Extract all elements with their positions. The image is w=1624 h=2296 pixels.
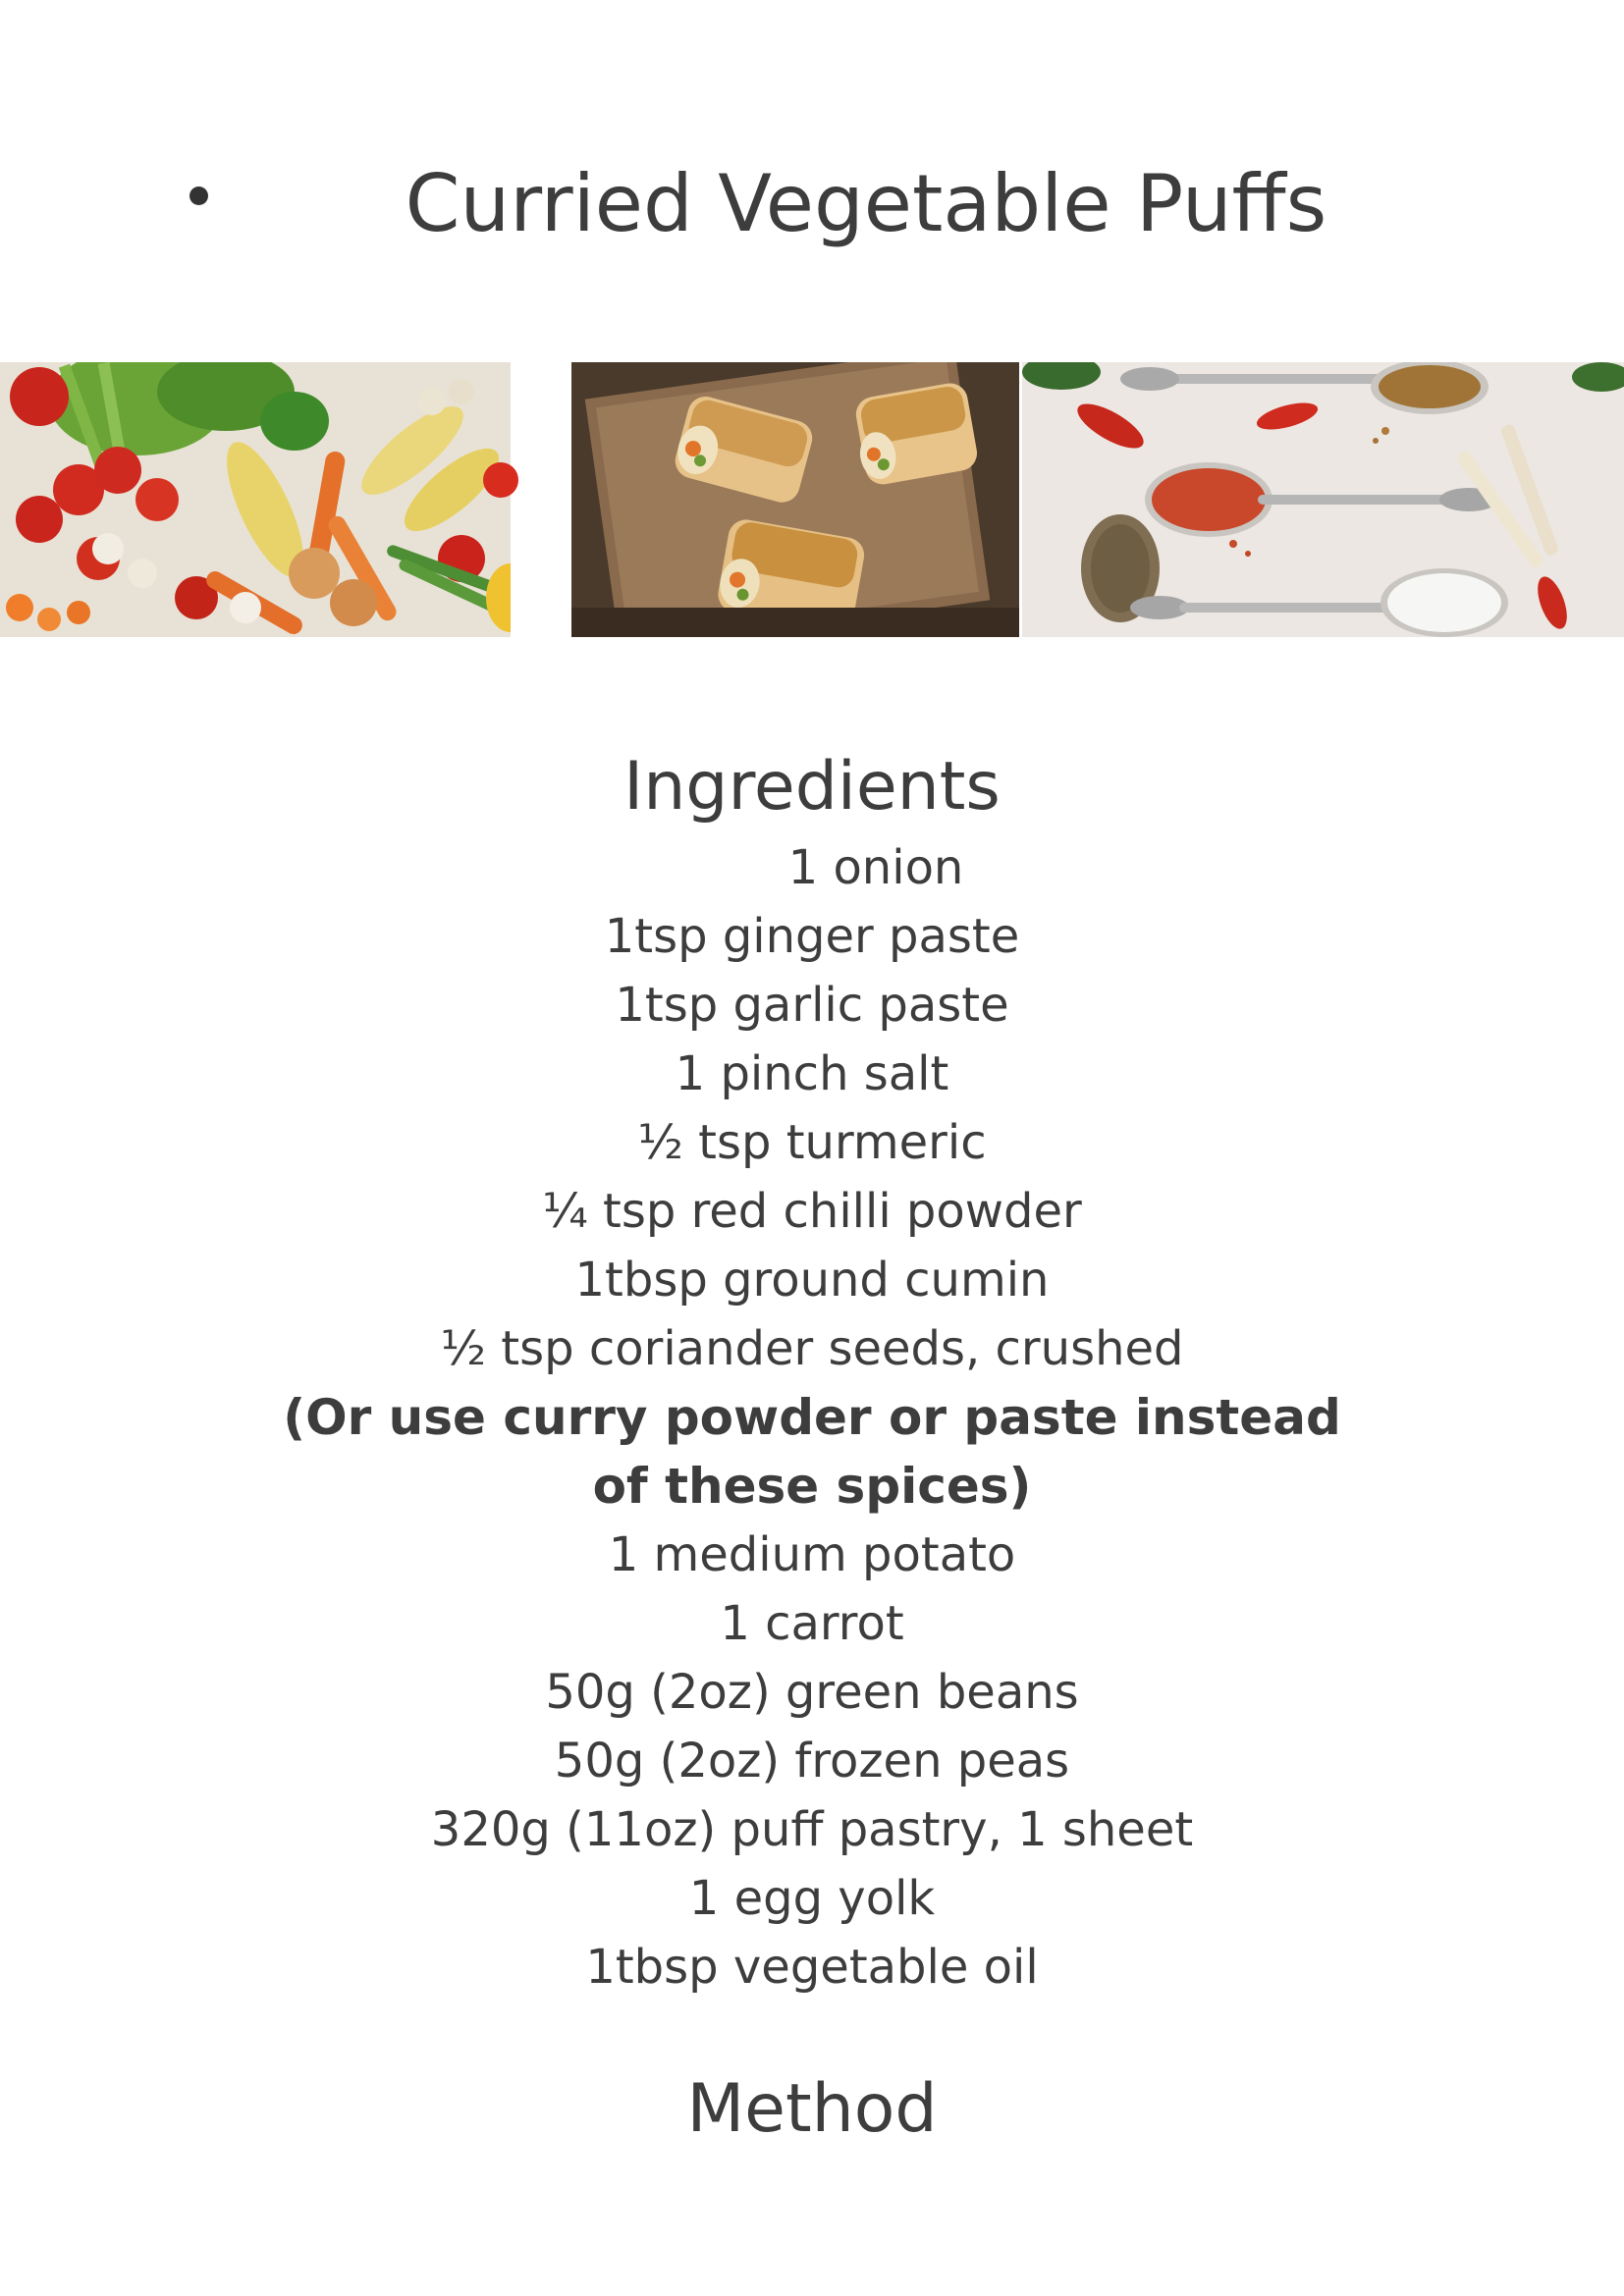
ingredient-item: 1tbsp ground cumin — [574, 1253, 1050, 1308]
recipe-title: Curried Vegetable Puffs — [405, 158, 1327, 249]
spices-on-spoons-photo — [1022, 362, 1624, 637]
ingredient-item: ½ tsp coriander seeds, crushed — [440, 1321, 1184, 1376]
method-heading: Method — [686, 2070, 938, 2148]
vegetable-puffs-photo — [571, 362, 1019, 637]
vegetables-photo — [0, 362, 568, 637]
ingredient-item: 1 egg yolk — [688, 1871, 936, 1926]
ingredient-item: ¼ tsp red chilli powder — [542, 1184, 1082, 1239]
ingredients-list — [0, 833, 1624, 2002]
spice-substitution-note: (Or use curry powder or paste instead of these spices) — [283, 1389, 1341, 1515]
ingredient-item: 320g (11oz) puff pastry, 1 sheet — [430, 1802, 1194, 1857]
photo-strip — [0, 362, 1624, 637]
ingredient-item: ½ tsp turmeric — [637, 1115, 987, 1170]
ingredient-item: 1 pinch salt — [675, 1046, 949, 1101]
ingredient-item: 50g (2oz) frozen peas — [554, 1734, 1070, 1789]
ingredient-item: 1tsp garlic paste — [615, 978, 1009, 1033]
ingredient-item: 1 medium potato — [608, 1527, 1016, 1582]
ingredient-item: 1tsp ginger paste — [604, 909, 1020, 964]
ingredient-item: 50g (2oz) green beans — [545, 1665, 1079, 1720]
ingredient-item: 1tbsp vegetable oil — [585, 1940, 1039, 1995]
ingredients-heading: Ingredients — [623, 748, 1001, 826]
ingredient-item: 1 carrot — [720, 1596, 904, 1651]
ingredient-item: 1 onion — [787, 840, 964, 895]
